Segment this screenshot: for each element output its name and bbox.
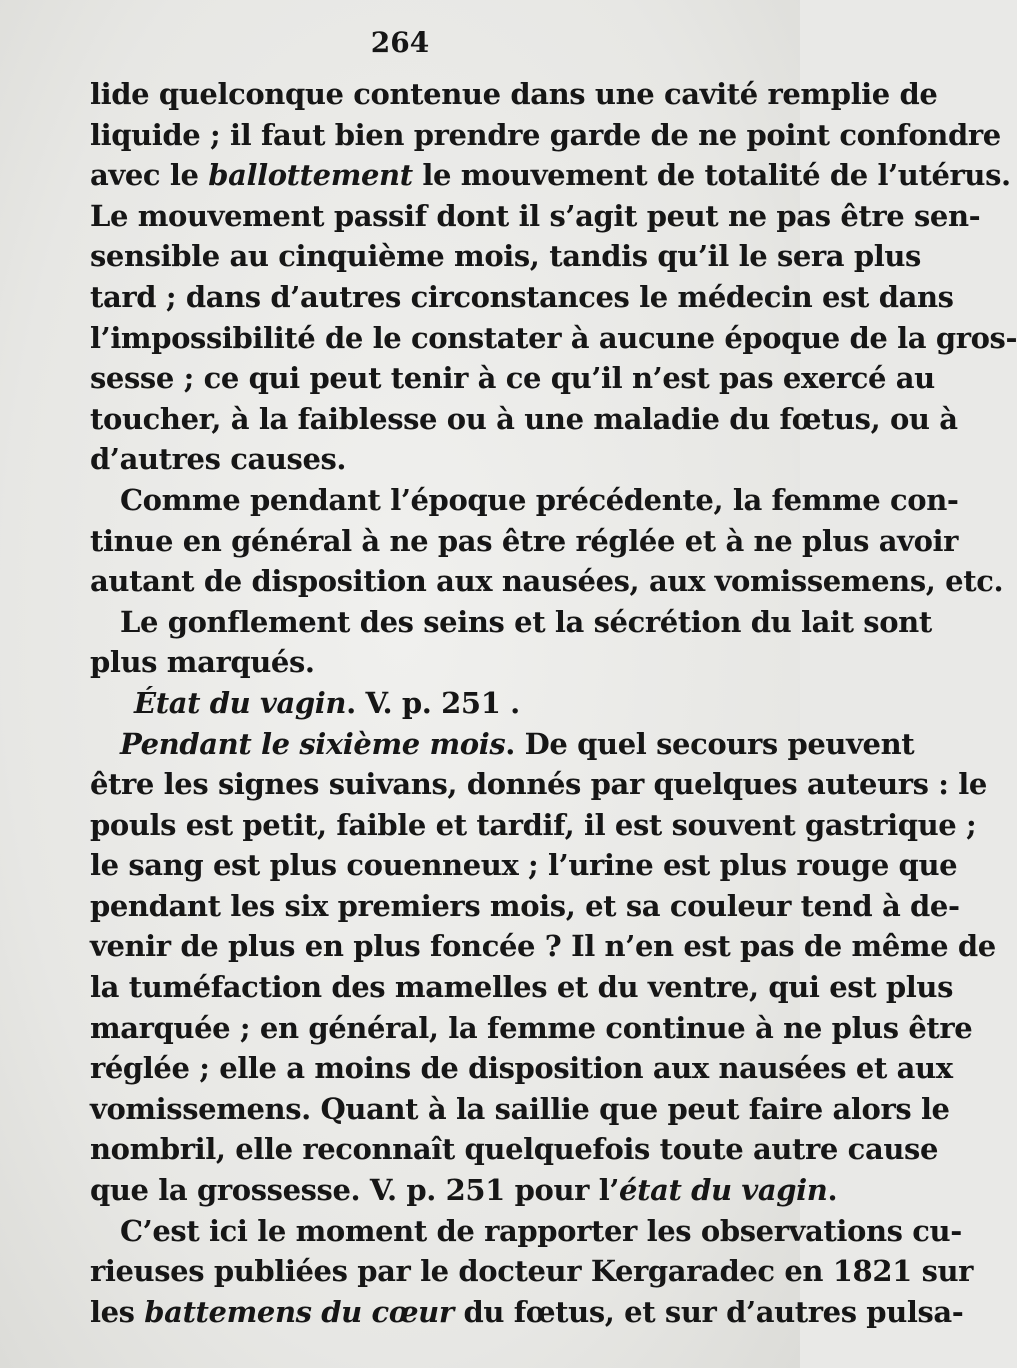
text-segment: .	[827, 1173, 838, 1208]
text-segment: d’autres causes.	[90, 442, 347, 477]
text-segment: Comme pendant l’époque précédente, la femme con-	[120, 482, 959, 517]
text-segment: que la grossesse. V. p. 251 pour l’	[90, 1173, 620, 1208]
text-line	[90, 318, 1017, 359]
text-segment: Le gonflement des seins et la sécrétion du lait sont	[120, 604, 932, 639]
text-line	[90, 1129, 938, 1170]
text-line	[90, 521, 959, 562]
text-line	[90, 115, 1001, 156]
italic-text: État du vagin	[134, 685, 347, 720]
text-segment: avec le	[90, 158, 209, 193]
text-segment: du fœtus, et sur d’autres pulsa-	[453, 1294, 964, 1329]
text-line	[90, 602, 932, 643]
text-segment: le sang est plus couenneux ; l’urine est plus rouge que	[90, 848, 958, 883]
text-line	[90, 155, 1011, 196]
text-line	[90, 764, 987, 805]
text-segment: l’impossibilité de le constater à aucune époque de la gros-	[90, 320, 1017, 355]
text-segment: marquée ; en général, la femme continue à ne plus être	[90, 1010, 973, 1045]
text-line	[90, 1292, 964, 1333]
text-line	[90, 358, 935, 399]
text-line	[90, 480, 959, 521]
text-segment: C’est ici le moment de rapporter les observations cu-	[120, 1213, 962, 1248]
text-segment: tard ; dans d’autres circonstances le médecin est dans	[90, 279, 954, 314]
text-segment: réglée ; elle a moins de disposition aux nausées et aux	[90, 1051, 953, 1086]
text-segment: sesse ; ce qui peut tenir à ce qu’il n’est pas exercé au	[90, 361, 935, 396]
italic-text: ballottement	[208, 158, 413, 193]
text-segment: pouls est petit, faible et tardif, il est souvent gastrique ;	[90, 807, 977, 842]
italic-text: battemens du cœur	[144, 1294, 454, 1329]
text-segment: être les signes suivans, donnés par quelques auteurs : le	[90, 767, 987, 802]
text-segment: le mouvement de totalité de l’utérus.	[412, 158, 1011, 193]
text-line	[90, 642, 752, 683]
text-line	[90, 439, 752, 480]
text-line	[90, 967, 953, 1008]
page-number: 264	[370, 26, 430, 59]
text-line	[90, 886, 960, 927]
text-segment: les	[90, 1294, 145, 1329]
text-line	[90, 845, 958, 886]
text-segment: autant de disposition aux nausées, aux vomissemens, etc.	[90, 564, 1004, 599]
italic-text: Pendant le sixième mois	[120, 726, 506, 761]
text-line	[90, 1048, 953, 1089]
text-line	[90, 805, 977, 846]
text-line	[90, 277, 954, 318]
text-segment: sensible au cinquième mois, tandis qu’il le sera plus	[90, 239, 921, 274]
text-line	[90, 236, 921, 277]
text-segment: rieuses publiées par le docteur Kergaradec en 1821 sur	[90, 1254, 974, 1289]
text-segment: nombril, elle reconnaît quelquefois toute autre cause	[90, 1132, 938, 1167]
body-text	[90, 74, 1017, 1332]
text-segment: plus marqués.	[90, 645, 315, 680]
text-line	[90, 1089, 950, 1130]
text-line	[90, 926, 996, 967]
text-line	[90, 683, 752, 724]
text-line	[90, 561, 1004, 602]
text-segment: la tuméfaction des mamelles et du ventre, qui est plus	[90, 970, 953, 1005]
text-segment: . De quel secours peuvent	[505, 726, 915, 761]
text-segment: vomissemens. Quant à la saillie que peut faire alors le	[90, 1091, 950, 1126]
text-line	[90, 1211, 962, 1252]
text-segment: liquide ; il faut bien prendre garde de ne point confondre	[90, 117, 1001, 152]
text-line	[90, 724, 915, 765]
text-segment: venir de plus en plus foncée ? Il n’en est pas de même de	[90, 929, 996, 964]
text-line	[90, 1170, 838, 1211]
italic-text: état du vagin	[619, 1173, 828, 1208]
text-line	[90, 1251, 974, 1292]
text-line	[90, 399, 958, 440]
text-segment: pendant les six premiers mois, et sa couleur tend à de-	[90, 888, 960, 923]
text-segment: . V. p. 251 .	[346, 685, 520, 720]
text-line	[90, 196, 981, 237]
text-line	[90, 1008, 973, 1049]
text-segment: Le mouvement passif dont il s’agit peut ne pas être sen-	[90, 198, 981, 233]
text-segment: lide quelconque contenue dans une cavité remplie de	[90, 77, 938, 111]
text-segment: toucher, à la faiblesse ou à une maladie du fœtus, ou à	[90, 401, 958, 436]
text-segment: tinue en général à ne pas être réglée et à ne plus avoir	[90, 523, 959, 558]
text-line	[90, 74, 938, 115]
